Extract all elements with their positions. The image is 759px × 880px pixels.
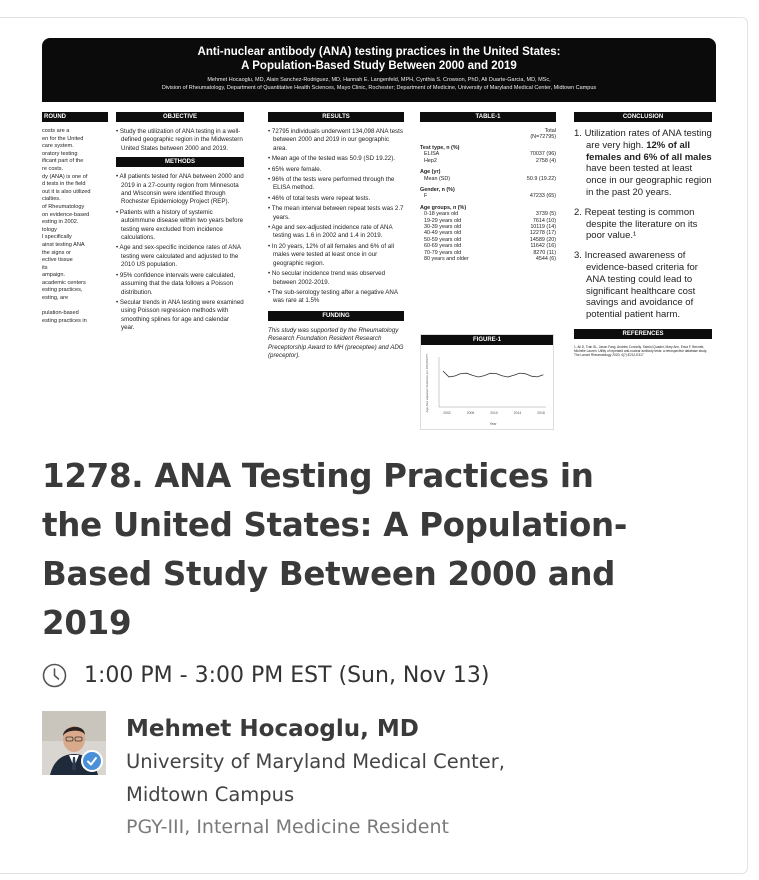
poster-affiliations: Division of Rheumatology, Department of Quantitative Health Sciences, Mayo Clinic, Rochester; Department of Medicine, University of Maryland Medical Center, Midtown Campus xyxy=(161,85,597,91)
poster-results-item: • 65% were female. xyxy=(268,165,322,173)
poster-conclusion-heading: CONCLUSION xyxy=(574,112,712,122)
table-cell-value: 3739 (5) xyxy=(535,211,556,218)
poster-table xyxy=(420,140,556,263)
poster-conclusion-list xyxy=(574,128,712,321)
poster-title-line1: Anti-nuclear antibody (ANA) testing practices in the United States: xyxy=(197,46,561,58)
table-cell-value xyxy=(505,182,556,193)
poster-background-line: cialties. xyxy=(42,196,61,203)
poster-background-line: ective tissue xyxy=(42,257,73,264)
table-cell-value: 7614 (10) xyxy=(532,217,556,224)
poster-background-line: en for the United xyxy=(42,135,84,142)
poster-results-item: • No secular incidence trend was observed between 2002-2019. xyxy=(268,270,386,286)
speaker-affiliation: University of Maryland Medical Center, Midtown Campus xyxy=(126,750,505,806)
poster-background-line: pulation-based xyxy=(42,310,79,317)
poster-background-line: oratory testing xyxy=(42,150,78,157)
table-cell-value xyxy=(505,164,556,175)
poster-background-line: the signs or xyxy=(42,249,71,256)
table-cell-label: Hep2 xyxy=(424,157,437,164)
conclusion-number: 2. xyxy=(574,206,585,218)
table-cell-label: Test type, n (%) xyxy=(420,145,460,151)
poster-methods-item: • Patients with a history of systemic autoimmune disease within two years before testing were excluded from incidence calculations. xyxy=(116,208,244,242)
poster-figure-heading: FIGURE-1 xyxy=(421,335,553,345)
table-cell-label: 30-39 years old xyxy=(424,224,462,231)
poster-references-heading: REFERENCES xyxy=(574,329,712,339)
poster-background-line: ampaign. xyxy=(42,272,66,279)
poster-background-line: ainst testing ANA xyxy=(42,241,85,248)
poster-background-line: l specifically xyxy=(42,234,72,241)
poster-objective-text-body: Study the utilization of ANA testing in a well-defined geographic region in the Midwestern United States between 2000 and 2019. xyxy=(119,128,243,152)
table-cell-value xyxy=(505,140,556,151)
speaker-name[interactable]: Mehmet Hocaoglu, MD xyxy=(126,716,419,742)
conclusion-text-b: have been tested at least once in our geographic region in the past 20 years. xyxy=(586,163,712,198)
table-cell-value: 47233 (65) xyxy=(529,193,556,200)
conclusion-text-a: Utilization rates of ANA testing are very high. xyxy=(584,128,712,151)
table-cell-value: 11642 (16) xyxy=(530,243,556,250)
poster-funding-text: This study was supported by the Rheumatology Research Foundation Resident Research Preceptorship Award to MH (preceptee) and ADG (preceptor). xyxy=(268,326,404,359)
clock-icon xyxy=(42,663,67,688)
table-cell-label: 80 years and older xyxy=(424,256,469,263)
table-row xyxy=(420,140,556,151)
speaker-role: PGY-III, Internal Medicine Resident xyxy=(126,816,449,838)
poster-authors xyxy=(42,76,716,92)
poster-title-line2: A Population-Based Study Between 2000 and 2019 xyxy=(241,60,517,72)
poster-reference-text: 1. Ali D, Tran SL, Jason Fang, Andrew Connolly, Samiul Quader, Mary Ann, Erica F, Bennett, Michelle Lauren. Utility of repeated anti-nuclear antibody tests: a retrospective database study. The Lancet Rheumatology 2020; 4(7):E212-E317 xyxy=(574,344,708,357)
table-cell-value: 10119 (14) xyxy=(530,224,556,231)
conclusion-text-b: ¹ xyxy=(633,230,637,242)
table-cell-label: Mean (SD) xyxy=(424,175,451,182)
poster-header xyxy=(42,38,716,102)
poster-results-heading: RESULTS xyxy=(268,112,404,122)
conclusion-bold-text: 12% of all females and 6% of all males xyxy=(586,139,712,163)
session-title[interactable]: 1278. ANA Testing Practices in the United States: A Population-Based Study Between 2000 and 2019 xyxy=(42,457,628,642)
table-row xyxy=(420,164,556,175)
table-cell-label: 50-59 years old xyxy=(424,236,462,243)
table-cell-label: Age (yr) xyxy=(420,169,441,176)
poster-image[interactable] xyxy=(42,38,716,426)
poster-objective-column xyxy=(116,112,244,335)
poster-background-line: re costs. xyxy=(42,165,64,172)
table-cell-label: Gender, n (%) xyxy=(420,187,455,194)
poster-background-line: its xyxy=(42,264,48,271)
poster-background-line: tology xyxy=(42,226,57,233)
table-cell-value: 12278 (17) xyxy=(529,230,556,237)
poster-funding-heading: FUNDING xyxy=(268,311,404,321)
table-cell-value: 8270 (11) xyxy=(533,249,556,256)
poster-author-list: Mehmet Hocaoglu, MD, Alain Sanchez-Rodriguez, MD, Hannah E. Langenfeld, MPH, Cynthia S. Crowson, PhD, Ali Duarte-Garcia, MD, MSc, xyxy=(207,77,551,83)
figure-tick-label: 2002 xyxy=(443,411,451,415)
poster-table-total-label: Total xyxy=(544,128,556,134)
poster-background-line: esting, are xyxy=(42,295,69,302)
poster-background-line: costs are a xyxy=(42,128,70,134)
poster-title xyxy=(42,38,716,73)
table-row xyxy=(420,256,556,262)
table-cell-label: ELISA xyxy=(424,151,440,158)
figure-tick-labels xyxy=(443,411,545,415)
poster-table-n-label: (N=72795) xyxy=(530,134,556,140)
poster-results-item: • Age and sex-adjusted incidence rate of ANA testing was 1.6 in 2002 and 1.4 in 2019. xyxy=(268,224,393,240)
poster-background-heading: ROUND xyxy=(42,112,108,122)
poster-results-item: • The sub-serology testing after a negative ANA was rare at 1.5% xyxy=(268,288,398,305)
poster-background-line: d tests in the field xyxy=(42,181,86,188)
poster-background-line: care system. xyxy=(42,143,74,150)
figure-tick-label: 2006 xyxy=(466,411,475,415)
conclusion-number: 3. xyxy=(574,250,585,262)
figure-ylabel: Age-Sex adjusted incidence per 100,000 PY xyxy=(425,353,429,413)
table-cell-value: 70037 (96) xyxy=(529,151,556,158)
poster-background-column xyxy=(42,112,108,325)
poster-methods-item: • Age and sex-specific incidence rates of ANA testing were calculated and adjusted to the 2010 US population. xyxy=(116,244,241,269)
conclusion-text-a: Repeat testing is common despite the literature on its poor value. xyxy=(584,206,698,242)
poster-results-item: • 96% of the tests were performed through the ELISA method. xyxy=(268,176,395,192)
poster-background-line: esting practices in xyxy=(42,317,87,324)
poster-table-total-header xyxy=(420,128,556,140)
poster-background-line: of Rheumatology xyxy=(42,203,85,210)
conclusion-text-a: Increased awareness of evidence-based criteria for ANA testing could lead to significant healthcare cost savings and avoidance of potential patient harm. xyxy=(584,250,698,321)
table-row xyxy=(420,182,556,193)
speaker-info xyxy=(126,713,586,844)
table-cell-label: F xyxy=(424,193,428,200)
table-cell-value: 2758 (4) xyxy=(535,157,556,164)
poster-table-column xyxy=(420,112,556,426)
checkmark-icon xyxy=(83,752,101,770)
poster-figure xyxy=(420,334,554,430)
poster-methods-item: • All patients tested for ANA between 2000 and 2019 in a 27-county region from Minnesota and Wisconsin were identified through Rochester Epidemiology Project (REP). xyxy=(116,173,244,206)
table-cell-value xyxy=(505,200,556,211)
poster-background-line xyxy=(42,303,108,311)
figure-series-line xyxy=(443,371,543,377)
session-time-text: 1:00 PM - 3:00 PM EST (Sun, Nov 13) xyxy=(84,662,490,688)
poster-conclusion-item xyxy=(574,207,712,242)
table-cell-value: 4544 (6) xyxy=(535,256,556,263)
verified-badge-icon xyxy=(81,750,103,772)
poster-methods-item: • Secular trends in ANA testing were examined using Poisson regression methods with smoothing splines for age and calendar year. xyxy=(116,298,244,332)
poster-background-line: out it is also utilized xyxy=(42,188,91,195)
poster-background-line: on evidence-based xyxy=(42,211,90,218)
poster-background-text xyxy=(42,128,108,325)
poster-background-line: esting practices, xyxy=(42,287,83,294)
table-cell-label: 19-29 years old xyxy=(424,217,462,224)
poster-methods-list xyxy=(116,173,244,332)
poster-results-item: • The mean interval between repeat tests was 2.7 years. xyxy=(268,205,404,221)
poster-results-column xyxy=(268,112,404,363)
poster-results-item: • In 20 years, 12% of all females and 6% of all males were tested at least once in our geographic region. xyxy=(268,242,394,267)
table-cell-label: 40-49 years old xyxy=(424,230,462,237)
table-cell-value: 14589 (20) xyxy=(529,236,556,243)
poster-results-item: • 72795 individuals underwent 134,098 ANA tests between 2000 and 2019 in our geographic area. xyxy=(268,128,403,152)
figure-tick-label: 2014 xyxy=(513,411,522,415)
poster-conclusion-item xyxy=(574,250,712,321)
session-time xyxy=(42,660,489,690)
poster-methods-heading: METHODS xyxy=(116,157,244,167)
poster-conclusion-item xyxy=(574,128,712,199)
poster-results-list xyxy=(268,128,404,306)
table-cell-value: 50.9 (19.22) xyxy=(526,175,556,182)
table-cell-label: 60-69 years old xyxy=(424,243,462,250)
table-cell-label: 70-79 years old xyxy=(424,249,462,256)
poster-conclusion-column xyxy=(574,112,712,360)
figure-tick-label: 2018 xyxy=(537,411,545,415)
table-row xyxy=(420,200,556,211)
poster-background-line: esting in 2002. xyxy=(42,219,79,226)
poster-results-item: • 46% of total tests were repeat tests. xyxy=(268,194,371,202)
poster-objective-heading: OBJECTIVE xyxy=(116,112,244,122)
poster-table-heading: TABLE-1 xyxy=(420,112,556,122)
poster-figure-chart xyxy=(421,345,553,429)
poster-methods-item: • 95% confidence intervals were calculated, assuming that the data follows a Poisson distribution. xyxy=(116,271,236,296)
conclusion-number: 1. xyxy=(574,128,585,139)
poster-background-line: academic centers xyxy=(42,279,86,286)
poster-background-line: dy (ANA) is one of xyxy=(42,173,88,180)
figure-tick-label: 2010 xyxy=(490,411,498,415)
table-cell-label: Age groups, n (%) xyxy=(420,204,467,211)
poster-results-item: • Mean age of the tested was 50.9 (SD 19.22). xyxy=(268,155,396,163)
table-cell-label: 0-18 years old xyxy=(424,211,459,218)
poster-objective-text: • Study the utilization of ANA testing in a well-defined geographic region in the Midwestern United States between 2000 and 2019. xyxy=(116,128,243,152)
figure-xlabel: Year xyxy=(489,422,497,426)
poster-background-line: ificant part of the xyxy=(42,158,84,165)
